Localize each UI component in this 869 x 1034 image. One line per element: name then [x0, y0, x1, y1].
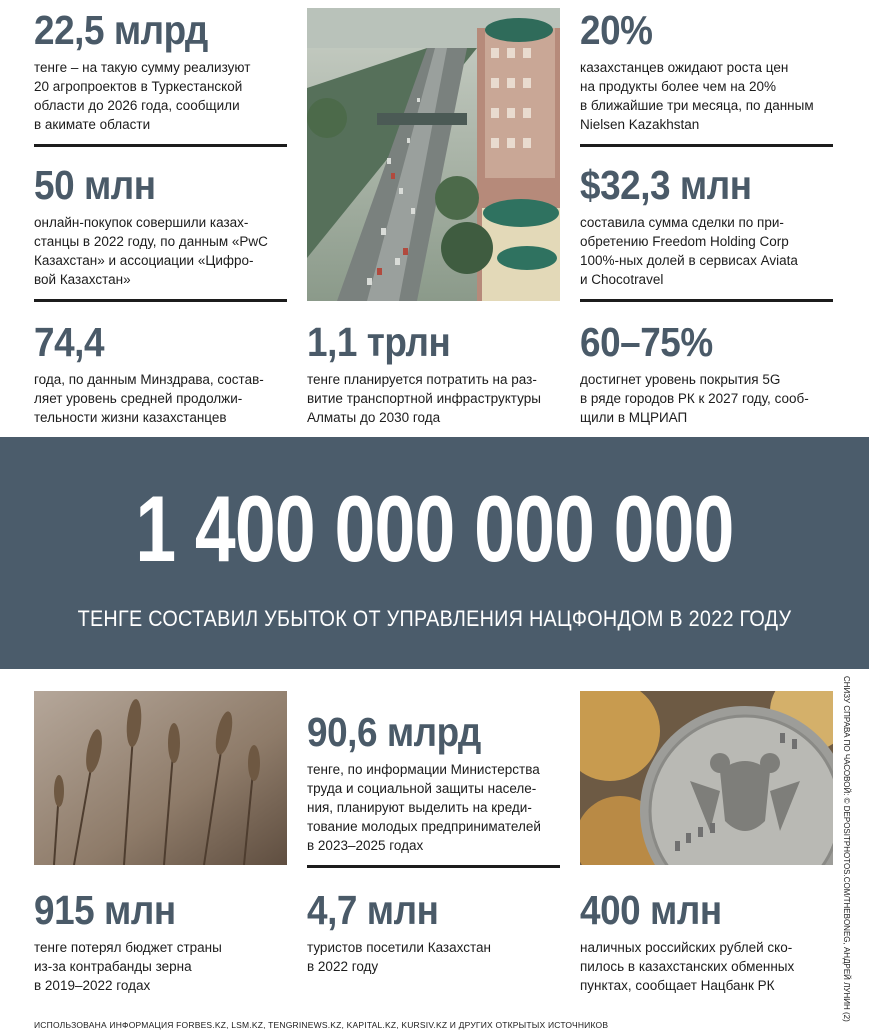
stat-number: 20%	[580, 7, 653, 53]
desc-line: Казахстан» и ассоциации «Цифро-	[34, 253, 254, 268]
divider	[580, 144, 833, 147]
stat-32-3-mln	[580, 163, 840, 289]
desc-line: в ближайшие три месяца, по данным	[580, 98, 814, 113]
stat-90-6-bln	[307, 710, 562, 855]
stat-50-mln	[34, 163, 284, 289]
desc-line: туристов посетили Казахстан	[307, 940, 491, 955]
desc-line: в 2022 году	[307, 959, 379, 974]
desc-line: тенге потерял бюджет страны	[34, 940, 222, 955]
desc-line: 100%-ных долей в сервисах Aviata	[580, 253, 798, 268]
desc-line: в ряде городов РК к 2027 году, сооб-	[580, 391, 809, 406]
stat-description	[34, 58, 284, 134]
desc-line: 20 агропроектов в Туркестанской	[34, 79, 243, 94]
stat-number: 915 млн	[34, 887, 176, 933]
desc-line: составила сумма сделки по при-	[580, 215, 784, 230]
desc-line: на продукты более чем на 20%	[580, 79, 776, 94]
stat-60-75-percent	[580, 320, 840, 427]
desc-line: в 2023–2025 годах	[307, 838, 424, 853]
stat-description	[307, 370, 562, 427]
stat-description	[34, 370, 284, 427]
desc-line: достигнет уровень покрытия 5G	[580, 372, 781, 387]
desc-line: и Chocotravel	[580, 272, 664, 287]
desc-line: пунктах, сообщает Нацбанк РК	[580, 978, 775, 993]
desc-line: пилось в казахстанских обменных	[580, 959, 795, 974]
stat-number: 60–75%	[580, 319, 713, 365]
desc-line: в 2019–2022 годах	[34, 978, 151, 993]
desc-line: из-за контрабанды зерна	[34, 959, 192, 974]
stat-number: 4,7 млн	[307, 887, 439, 933]
stat-915-mln	[34, 888, 284, 995]
stat-description	[580, 938, 840, 995]
desc-line: онлайн-покупок совершили казах-	[34, 215, 249, 230]
ruble-coins-photo	[580, 691, 833, 865]
divider	[580, 299, 833, 302]
banner-caption: ТЕНГЕ СОСТАВИЛ УБЫТОК ОТ УПРАВЛЕНИЯ НАЦФОНДОМ В 2022 ГОДУ	[77, 606, 792, 631]
stat-4-7-mln	[307, 888, 562, 976]
stat-number: 400 млн	[580, 887, 722, 933]
desc-line: области до 2026 года, сообщили	[34, 98, 240, 113]
coins-illustration	[580, 691, 833, 865]
divider	[34, 144, 287, 147]
desc-line: в акимате области	[34, 117, 151, 132]
stat-description	[580, 370, 840, 427]
stat-description	[580, 58, 840, 134]
wheat-photo	[34, 691, 287, 865]
stat-number: $32,3 млн	[580, 162, 752, 208]
stat-description	[580, 213, 840, 289]
stat-number: 1,1 трлн	[307, 319, 451, 365]
photo-credit: СНИЗУ СПРАВА ПО ЧАСОВОЙ: © DEPOSITPHOTOS.COM/THEBONEG, АНДРЕЙ ЛУНИН (2)	[842, 676, 851, 1022]
desc-line: витие транспортной инфраструктуры	[307, 391, 541, 406]
desc-line: ляет уровень средней продолжи-	[34, 391, 243, 406]
stat-number: 50 млн	[34, 162, 156, 208]
stat-description	[307, 938, 562, 976]
divider	[34, 299, 287, 302]
stat-description	[34, 938, 284, 995]
stat-number: 74,4	[34, 319, 105, 365]
headline-banner	[0, 437, 869, 669]
wheat-illustration	[34, 691, 287, 865]
desc-line: тование молодых предпринимателей	[307, 819, 541, 834]
desc-line: тенге, по информации Министерства	[307, 762, 540, 777]
desc-line: труда и социальной защиты населе-	[307, 781, 537, 796]
city-illustration	[307, 8, 560, 301]
desc-line: тенге – на такую сумму реализуют	[34, 60, 251, 75]
desc-line: наличных российских рублей ско-	[580, 940, 793, 955]
stat-description	[34, 213, 284, 289]
desc-line: тенге планируется потратить на раз-	[307, 372, 537, 387]
desc-line: Nielsen Kazakhstan	[580, 117, 700, 132]
stat-20-percent	[580, 8, 840, 134]
banner-number: 1 400 000 000 000	[135, 476, 734, 581]
stat-number: 22,5 млрд	[34, 7, 208, 53]
desc-line: вой Казахстан»	[34, 272, 131, 287]
stat-400-mln	[580, 888, 840, 995]
desc-line: щили в МЦРИАП	[580, 410, 688, 425]
divider	[307, 865, 560, 868]
desc-line: ния, планируют выделить на креди-	[307, 800, 532, 815]
desc-line: года, по данным Минздрава, состав-	[34, 372, 264, 387]
stat-22-5-bln	[34, 8, 284, 134]
stat-number: 90,6 млрд	[307, 709, 481, 755]
desc-line: Алматы до 2030 года	[307, 410, 441, 425]
stat-description	[307, 760, 562, 855]
stat-74-4	[34, 320, 284, 427]
sources-footer: ИСПОЛЬЗОВАНА ИНФОРМАЦИЯ FORBES.KZ, LSM.KZ, TENGRINEWS.KZ, KAPITAL.KZ, KURSIV.KZ И ДРУГИХ ОТКРЫТЫХ ИСТОЧНИКОВ	[34, 1020, 609, 1030]
desc-line: обретению Freedom Holding Corp	[580, 234, 789, 249]
stat-1-1-trln	[307, 320, 562, 427]
city-traffic-photo	[307, 8, 560, 301]
desc-line: тельности жизни казахстанцев	[34, 410, 227, 425]
desc-line: станцы в 2022 году, по данным «PwC	[34, 234, 268, 249]
desc-line: казахстанцев ожидают роста цен	[580, 60, 789, 75]
